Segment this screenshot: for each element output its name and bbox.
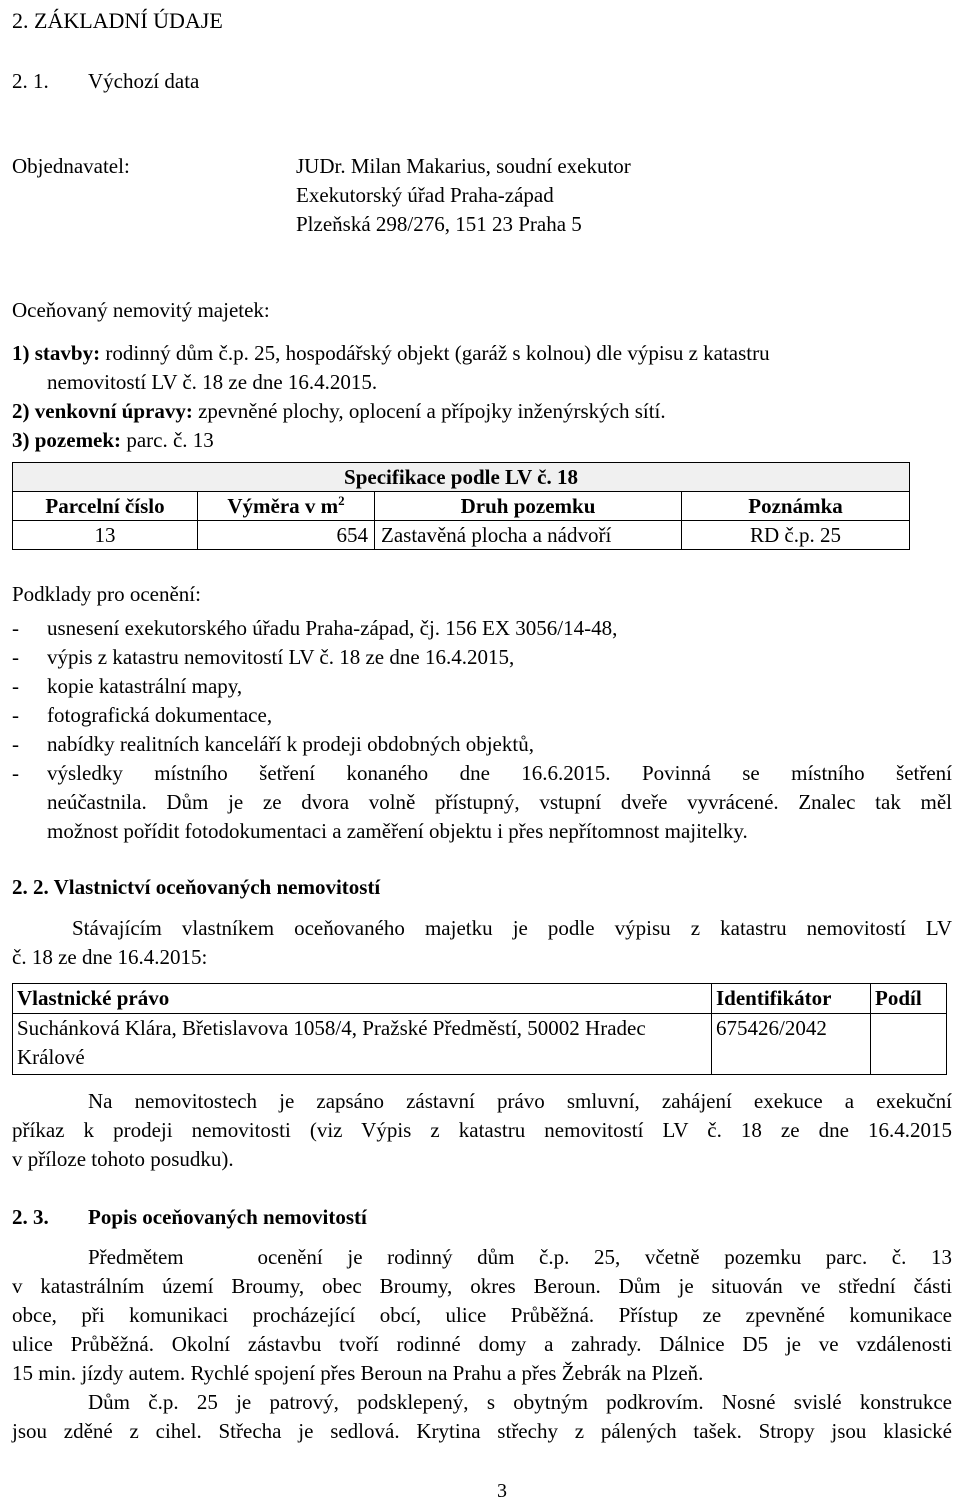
description-p1-line-5: 15 min. jízdy autem. Rychlé spojení přes Beroun na Prahu a přes Žebrák na Plzeň. xyxy=(12,1361,704,1385)
spec-header-note: Poznámka xyxy=(682,492,910,521)
spec-table-title: Specifikace podle LV č. 18 xyxy=(13,463,910,492)
property-item-1-cont: nemovitostí LV č. 18 ze dne 16.4.2015. xyxy=(47,370,378,394)
description-p1-line-2: v katastrálním území Broumy, obec Broumy, okres Beroun. Dům je situován ve střední části xyxy=(12,1274,952,1298)
item-2-text: zpevněné plochy, oplocení a přípojky inženýrských sítí. xyxy=(192,399,666,423)
description-p1-line-1: Předmětem ocenění je rodinný dům č.p. 25, včetně pozemku parc. č. 13 xyxy=(88,1245,952,1269)
spec-cell-area: 654 xyxy=(198,521,375,550)
section-2-3-number: 2. 3. xyxy=(12,1205,49,1229)
basis-item: výpis z katastru nemovitostí LV č. 18 ze dne 16.4.2015, xyxy=(47,645,515,669)
ownership-intro-line-1: Stávajícím vlastníkem oceňovaného majetku je podle výpisu z katastru nemovitostí LV xyxy=(72,916,952,940)
client-label: Objednavatel: xyxy=(12,154,130,178)
owner-header-share: Podíl xyxy=(871,984,947,1014)
property-item-2 xyxy=(12,397,666,426)
lien-line-3: v příloze tohoto posudku). xyxy=(12,1147,234,1171)
lien-line-1: Na nemovitostech je zapsáno zástavní právo smluvní, zahájení exekuce a exekuční xyxy=(88,1089,952,1113)
lien-line-2: příkaz k prodeji nemovitosti (viz Výpis z katastru nemovitostí LV č. 18 ze dne 16.4.2015 xyxy=(12,1118,952,1142)
item-3-label: 3) pozemek: xyxy=(12,428,122,452)
dash-bullet: - xyxy=(12,761,19,785)
item-3-text: parc. č. 13 xyxy=(121,428,214,452)
property-item-1 xyxy=(12,339,770,368)
section-2-2-title: 2. 2. Vlastnictví oceňovaných nemovitostí xyxy=(12,875,381,899)
item-1-text: rodinný dům č.p. 25, hospodářský objekt (garáž s kolnou) dle výpisu z katastru xyxy=(100,341,770,365)
spec-cell-parcel: 13 xyxy=(13,521,198,550)
section-2-1-title: Výchozí data xyxy=(88,69,200,93)
ownership-table xyxy=(12,983,947,1075)
item-2-label: 2) venkovní úpravy: xyxy=(12,399,193,423)
basis-item-last-line-2: neúčastnila. Dům je ze dvora volně přístupný, vstupní dveře vyvrácené. Znalec tak měl xyxy=(47,790,952,814)
client-line-2: Exekutorský úřad Praha-západ xyxy=(296,183,554,207)
basis-item-last-line-1: výsledky místního šetření konaného dne 16.6.2015. Povinná se místního šetření xyxy=(47,761,952,785)
dash-bullet: - xyxy=(12,674,19,698)
spec-cell-note: RD č.p. 25 xyxy=(682,521,910,550)
basis-label: Podklady pro ocenění: xyxy=(12,582,201,606)
page-number: 3 xyxy=(497,1480,507,1502)
item-1-label: 1) stavby: xyxy=(12,341,101,365)
client-line-1: JUDr. Milan Makarius, soudní exekutor xyxy=(296,154,631,178)
dash-bullet: - xyxy=(12,645,19,669)
owner-cell-right: Suchánková Klára, Břetislavova 1058/4, Pražské Předměstí, 50002 Hradec Králové xyxy=(13,1014,712,1075)
dash-bullet: - xyxy=(12,616,19,640)
dash-bullet: - xyxy=(12,703,19,727)
owner-header-right: Vlastnické právo xyxy=(13,984,712,1014)
basis-item: usnesení exekutorského úřadu Praha-západ, čj. 156 EX 3056/14-48, xyxy=(47,616,618,640)
spec-header-type: Druh pozemku xyxy=(375,492,682,521)
ownership-intro-line-2: č. 18 ze dne 16.4.2015: xyxy=(12,945,208,969)
client-line-3: Plzeňská 298/276, 151 23 Praha 5 xyxy=(296,212,582,236)
property-item-3 xyxy=(12,426,214,455)
basis-item-last-line-3: možnost pořídit fotodokumentaci a zaměření objektu i přes nepřítomnost majitelky. xyxy=(47,819,748,843)
section-2-3-title: Popis oceňovaných nemovitostí xyxy=(88,1205,367,1229)
description-p1-line-3: obce, při komunikaci procházející obcí, ulice Průběžná. Přístup ze zpevněné komunikace xyxy=(12,1303,952,1327)
specification-table xyxy=(12,462,910,550)
spec-header-parcel: Parcelní číslo xyxy=(13,492,198,521)
spec-cell-type: Zastavěná plocha a nádvoří xyxy=(375,521,682,550)
owner-cell-share xyxy=(871,1014,947,1075)
basis-item: fotografická dokumentace, xyxy=(47,703,273,727)
dash-bullet: - xyxy=(12,732,19,756)
spec-header-area: Výměra v $m^2$ xyxy=(198,492,375,521)
description-p2-line-2: jsou zděné z cihel. Střecha je sedlová. Krytina střechy z pálených tašek. Stropy jsou klasické xyxy=(12,1419,952,1443)
main-heading: 2. ZÁKLADNÍ ÚDAJE xyxy=(12,8,223,33)
section-2-1-number: 2. 1. xyxy=(12,69,49,93)
basis-item: nabídky realitních kanceláří k prodeji obdobných objektů, xyxy=(47,732,534,756)
owner-header-id: Identifikátor xyxy=(712,984,871,1014)
property-label: Oceňovaný nemovitý majetek: xyxy=(12,298,270,322)
description-p1-line-4: ulice Průběžná. Okolní zástavbu tvoří rodinné domy a zahrady. Dálnice D5 je ve vzdálenosti xyxy=(12,1332,952,1356)
owner-cell-id: 675426/2042 xyxy=(712,1014,871,1075)
description-p2-line-1: Dům č.p. 25 je patrový, podsklepený, s obytným podkrovím. Nosné svislé konstrukce xyxy=(88,1390,952,1414)
basis-item: kopie katastrální mapy, xyxy=(47,674,243,698)
